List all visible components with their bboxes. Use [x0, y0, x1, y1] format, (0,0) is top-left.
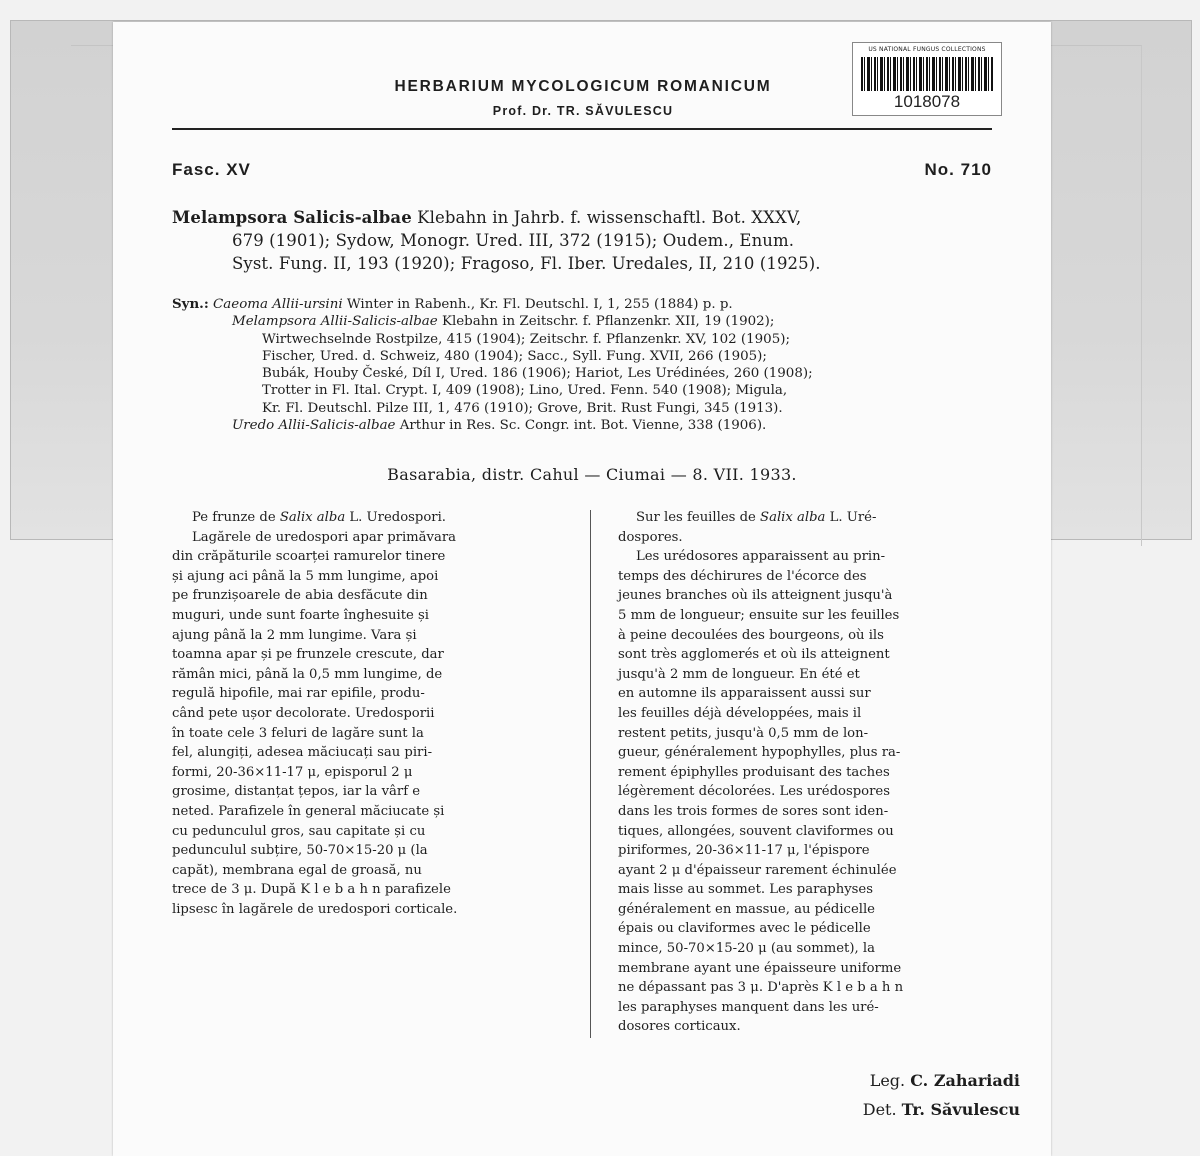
description-line: pe frunzișoarele de abia desfăcute din	[172, 588, 428, 604]
synonym-name: Caeoma Allii-ursini	[208, 297, 343, 312]
synonym-line: Kr. Fl. Deutschl. Pilze III, 1, 476 (1910); Grove, Brit. Rust Fungi, 345 (1913).	[262, 400, 783, 416]
description-line: grosime, distanțat țepos, iar la vârf e	[172, 784, 421, 800]
synonym-line: Trotter in Fl. Ital. Crypt. I, 409 (1908); Lino, Ured. Fenn. 540 (1908); Migula,	[262, 383, 788, 399]
description-line: rement épiphylles produisant des taches	[618, 764, 890, 780]
description-line: piriformes, 20-36×11-17 μ, l'épispore	[618, 843, 870, 859]
synonym-citation: Winter in Rabenh., Kr. Fl. Deutschl. I, 1, 255 (1884) p. p.	[342, 297, 733, 312]
description-line: când pete ușor decolorate. Uredosporii	[172, 705, 435, 721]
barcode-number: 1018078	[893, 92, 961, 111]
locality-line: Basarabia, distr. Cahul — Ciumai — 8. VII. 1933.	[387, 465, 797, 484]
description-line: și ajung aci până la 5 mm lungime, apoi	[172, 568, 439, 584]
description-line: trece de 3 μ. După K l e b a h n parafizele	[172, 882, 451, 898]
description-line: jusqu'à 2 mm de longueur. En été et	[618, 666, 860, 682]
synonym-name: Melampsora Allii-Salicis-albae	[232, 314, 438, 330]
synonyms-label: Syn.:	[172, 296, 209, 312]
description-line: neted. Parafizele în general măciucate și	[172, 803, 445, 819]
description-line: rămân mici, până la 0,5 mm lungime, de	[172, 666, 443, 682]
description-line: tiques, allongées, souvent claviformes ou	[618, 823, 894, 839]
description-line: cu pedunculul gros, sau capitate și cu	[172, 823, 426, 839]
description-line: lipsesc în lagărele de uredospori corticale.	[172, 901, 458, 917]
determiner-label: Det.	[862, 1100, 897, 1119]
institution-subtitle: Prof. Dr. TR. SĂVULESCU	[492, 104, 674, 118]
description-line: pedunculul subțire, 50-70×15-20 μ (la	[172, 843, 428, 859]
description-line: muguri, unde sunt foarte înghesuite și	[172, 607, 430, 623]
description-text: Sur les feuilles de	[636, 510, 761, 525]
description-line: dosores corticaux.	[618, 1019, 741, 1035]
barcode-label	[852, 42, 1002, 116]
romanian-description	[172, 508, 564, 919]
description-line: les paraphyses manquent dans les uré-	[618, 999, 879, 1015]
description-text: L. Uré-	[825, 510, 877, 525]
description-line: ne dépassant pas 3 μ. D'après K l e b a h n	[618, 980, 904, 996]
description-line: toamna apar și pe frunzele crescute, dar	[172, 647, 444, 663]
species-citation	[172, 206, 994, 275]
description-line	[618, 508, 1022, 528]
institution-title: HERBARIUM MYCOLOGICUM ROMANICUM	[394, 78, 772, 95]
description-line: dospores.	[618, 529, 683, 545]
host-name: Salix alba	[279, 510, 346, 525]
description-line: regulă hipofile, mai rar epifile, produ-	[172, 686, 425, 702]
host-name: Salix alba	[760, 510, 826, 525]
description-text: L. Uredospori.	[345, 510, 447, 525]
species-line: Syst. Fung. II, 193 (1920); Fragoso, Fl. Iber. Uredales, II, 210 (1925).	[232, 254, 821, 273]
description-line: ayant 2 μ d'épaisseur rarement échinulée	[618, 862, 897, 878]
signature-block	[780, 1066, 1020, 1124]
description-line: ajung până la 2 mm lungime. Vara și	[172, 627, 417, 643]
species-citation-text: Klebahn in Jahrb. f. wissenschaftl. Bot. XXXV,	[411, 208, 802, 227]
synonym-line	[172, 296, 1000, 313]
synonym-name: Uredo Allii-Salicis-albae	[232, 418, 396, 434]
description-line: légèrement décolorées. Les urédospores	[618, 784, 890, 800]
column-divider	[590, 510, 591, 1038]
description-line: din crăpăturile scoarței ramurelor tinere	[172, 549, 446, 565]
description-line: jeunes branches où ils atteignent jusqu'à	[618, 588, 893, 604]
description-line: gueur, généralement hypophylles, plus ra-	[618, 745, 901, 761]
description-line: mais lisse au sommet. Les paraphyses	[618, 882, 873, 898]
synonym-citation: Arthur in Res. Sc. Congr. int. Bot. Vienne, 338 (1906).	[395, 418, 767, 434]
description-line: Les urédosores apparaissent au prin-	[636, 549, 886, 565]
synonyms-block	[172, 296, 1000, 434]
species-line	[172, 206, 994, 229]
description-line: à peine decoulées des bourgeons, où ils	[618, 627, 884, 643]
description-line: généralement en massue, au pédicelle	[618, 901, 875, 917]
collector-label: Leg.	[869, 1071, 906, 1090]
description-line: épais ou claviformes avec le pédicelle	[618, 921, 871, 937]
synonym-citation: Klebahn in Zeitschr. f. Pflanzenkr. XII, 19 (1902);	[437, 314, 775, 330]
description-line: capăt), membrana egal de groasă, nu	[172, 862, 422, 878]
description-line: fel, alungiți, adesea măciucați sau piri-	[172, 745, 433, 761]
fascicle-label: Fasc. XV	[172, 160, 251, 179]
species-line: 679 (1901); Sydow, Monogr. Ured. III, 372 (1915); Oudem., Enum.	[232, 231, 795, 250]
collector-line	[780, 1066, 1020, 1095]
determiner-name: Tr. Săvulescu	[901, 1100, 1020, 1119]
synonym-line: Fischer, Ured. d. Schweiz, 480 (1904); Sacc., Syll. Fung. XVII, 266 (1905);	[262, 348, 767, 364]
determiner-line	[780, 1095, 1020, 1124]
description-line: temps des déchirures de l'écorce des	[618, 568, 867, 584]
barcode-icon	[861, 57, 993, 91]
synonym-line: Wirtwechselnde Rostpilze, 415 (1904); Zeitschr. f. Pflanzenkr. XV, 102 (1905);	[262, 331, 790, 347]
header-rule	[172, 128, 992, 130]
french-description	[618, 508, 1022, 1037]
description-line: en automne ils apparaissent aussi sur	[618, 686, 871, 702]
description-line: mince, 50-70×15-20 μ (au sommet), la	[618, 941, 875, 957]
description-text: Pe frunze de	[192, 510, 280, 525]
description-line: dans les trois formes de sores sont iden-	[618, 803, 889, 819]
description-line: Lagărele de uredospori apar primăvara	[192, 529, 457, 545]
description-line: 5 mm de longueur; ensuite sur les feuilles	[618, 607, 900, 623]
species-name: Melampsora Salicis-albae	[172, 208, 412, 227]
description-line: formi, 20-36×11-17 μ, episporul 2 μ	[172, 764, 413, 780]
synonym-line	[172, 417, 1000, 434]
description-line: les feuilles déjà développées, mais il	[618, 705, 862, 721]
synonym-line	[172, 313, 1000, 330]
synonym-line: Bubák, Houby České, Díl I, Ured. 186 (1906); Hariot, Les Urédinées, 260 (1908);	[262, 366, 813, 382]
description-line: membrane ayant une épaisseure uniforme	[618, 960, 902, 976]
barcode-caption: US NATIONAL FUNGUS COLLECTIONS	[868, 46, 986, 53]
specimen-number: No. 710	[924, 160, 992, 179]
collector-name: C. Zahariadi	[910, 1071, 1020, 1090]
description-line: restent petits, jusqu'à 0,5 mm de lon-	[618, 725, 869, 741]
description-line: în toate cele 3 feluri de lagăre sunt la	[172, 725, 424, 741]
description-line	[172, 508, 564, 528]
description-line: sont très agglomerés et où ils atteignent	[618, 647, 890, 663]
